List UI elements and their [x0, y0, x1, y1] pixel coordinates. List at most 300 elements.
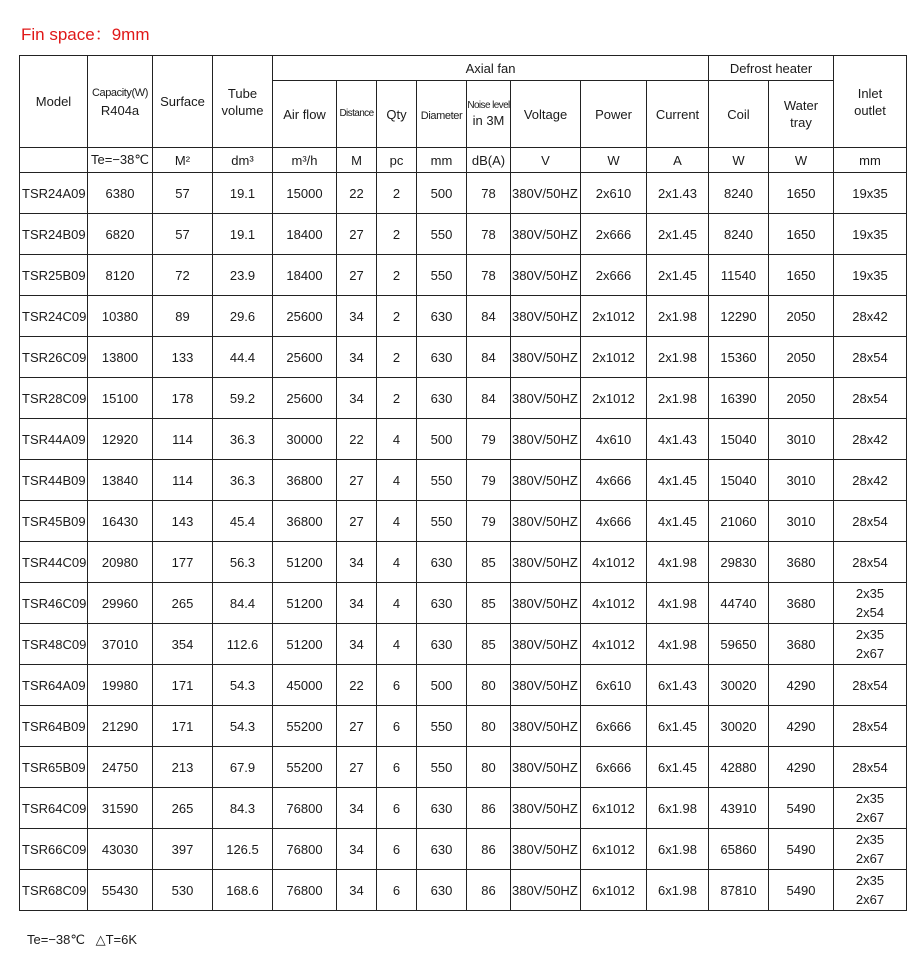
cell-model: TSR64C09 [20, 788, 88, 829]
cell-power: 4x1012 [581, 624, 647, 665]
cell-current: 6x1.45 [647, 706, 709, 747]
cell-voltage: 380V/50HZ [511, 460, 581, 501]
cell-air-flow: 76800 [273, 870, 337, 911]
cell-noise: 78 [467, 214, 511, 255]
inlet-size: 2x35 [855, 873, 885, 888]
header-diameter-text: Diameter [420, 109, 463, 122]
cell-voltage: 380V/50HZ [511, 255, 581, 296]
cell-current: 4x1.45 [647, 501, 709, 542]
cell-current: 6x1.98 [647, 829, 709, 870]
inlet-size: 19x35 [852, 185, 888, 201]
cell-power: 4x1012 [581, 583, 647, 624]
cell-inlet-outlet [834, 747, 907, 788]
unit-coil: W [709, 148, 769, 173]
cell-capacity: 12920 [88, 419, 153, 460]
cell-distance: 22 [337, 419, 377, 460]
header-power: Power [581, 81, 647, 148]
cell-current: 6x1.98 [647, 788, 709, 829]
cell-current: 4x1.98 [647, 624, 709, 665]
cell-diameter: 550 [417, 747, 467, 788]
cell-model: TSR26C09 [20, 337, 88, 378]
cell-tube-volume: 19.1 [213, 214, 273, 255]
cell-inlet-outlet [834, 788, 907, 829]
cell-air-flow: 76800 [273, 788, 337, 829]
cell-water-tray: 5490 [769, 829, 834, 870]
cell-noise: 86 [467, 788, 511, 829]
inlet-size: 19x35 [852, 267, 888, 283]
cell-current: 4x1.98 [647, 583, 709, 624]
header-tube-line1: Tube [227, 85, 258, 101]
cell-inlet-outlet [834, 173, 907, 214]
cell-voltage: 380V/50HZ [511, 214, 581, 255]
unit-inlet: mm [834, 148, 907, 173]
cell-voltage: 380V/50HZ [511, 829, 581, 870]
header-distance [337, 81, 377, 148]
cell-surface: 171 [153, 706, 213, 747]
cell-air-flow: 55200 [273, 706, 337, 747]
cell-distance: 27 [337, 460, 377, 501]
cell-surface: 265 [153, 788, 213, 829]
table-row [20, 419, 907, 460]
cell-capacity: 10380 [88, 296, 153, 337]
cell-capacity: 8120 [88, 255, 153, 296]
cell-current: 2x1.98 [647, 378, 709, 419]
cell-tube-volume: 126.5 [213, 829, 273, 870]
cell-distance: 34 [337, 542, 377, 583]
cell-model: TSR45B09 [20, 501, 88, 542]
table-row [20, 542, 907, 583]
footnote-te: Te=−38℃ [27, 932, 85, 947]
cell-water-tray: 4290 [769, 706, 834, 747]
cell-air-flow: 18400 [273, 214, 337, 255]
cell-water-tray: 4290 [769, 747, 834, 788]
cell-power: 6x1012 [581, 788, 647, 829]
unit-diameter: mm [417, 148, 467, 173]
table-row [20, 255, 907, 296]
cell-current: 2x1.45 [647, 255, 709, 296]
cell-current: 4x1.98 [647, 542, 709, 583]
cell-noise: 78 [467, 173, 511, 214]
unit-air-flow: m³/h [273, 148, 337, 173]
cell-water-tray: 2050 [769, 296, 834, 337]
cell-coil: 87810 [709, 870, 769, 911]
header-axial-fan: Axial fan [273, 56, 709, 81]
cell-qty: 4 [377, 583, 417, 624]
cell-capacity: 55430 [88, 870, 153, 911]
cell-model: TSR24C09 [20, 296, 88, 337]
cell-tube-volume: 112.6 [213, 624, 273, 665]
header-noise-line1: Noise level [467, 99, 510, 111]
cell-model: TSR65B09 [20, 747, 88, 788]
cell-coil: 15040 [709, 419, 769, 460]
table-row [20, 337, 907, 378]
cell-tube-volume: 29.6 [213, 296, 273, 337]
inlet-size: 28x54 [852, 390, 888, 406]
inlet-size: 28x42 [852, 472, 888, 488]
cell-distance: 34 [337, 378, 377, 419]
cell-noise: 86 [467, 870, 511, 911]
header-capacity [88, 56, 153, 148]
cell-tube-volume: 56.3 [213, 542, 273, 583]
cell-qty: 6 [377, 829, 417, 870]
table-row [20, 665, 907, 706]
header-tube-line2: volume [221, 102, 264, 118]
cell-power: 2x1012 [581, 378, 647, 419]
cell-power: 4x610 [581, 419, 647, 460]
cell-diameter: 630 [417, 337, 467, 378]
cell-qty: 6 [377, 665, 417, 706]
inlet-size: 2x67 [855, 892, 885, 907]
cell-distance: 27 [337, 255, 377, 296]
inlet-size: 2x35 [855, 832, 885, 847]
table-row [20, 870, 907, 911]
header-water-line2: tray [790, 115, 812, 130]
cell-capacity: 43030 [88, 829, 153, 870]
cell-surface: 178 [153, 378, 213, 419]
cell-tube-volume: 44.4 [213, 337, 273, 378]
cell-noise: 84 [467, 378, 511, 419]
cell-water-tray: 1650 [769, 255, 834, 296]
cell-air-flow: 51200 [273, 624, 337, 665]
cell-coil: 8240 [709, 173, 769, 214]
unit-voltage: V [511, 148, 581, 173]
header-distance-text: Distance [339, 108, 374, 119]
cell-coil: 29830 [709, 542, 769, 583]
cell-coil: 8240 [709, 214, 769, 255]
cell-coil: 11540 [709, 255, 769, 296]
cell-coil: 65860 [709, 829, 769, 870]
cell-distance: 34 [337, 583, 377, 624]
inlet-size: 28x54 [852, 718, 888, 734]
footnote-delta-t: △T=6K [95, 932, 138, 947]
unit-noise: dB(A) [467, 148, 511, 173]
header-capacity-line1: Capacity(W) [91, 86, 149, 99]
cell-diameter: 550 [417, 501, 467, 542]
cell-diameter: 630 [417, 583, 467, 624]
cell-model: TSR24B09 [20, 214, 88, 255]
header-coil: Coil [709, 81, 769, 148]
cell-qty: 2 [377, 378, 417, 419]
cell-air-flow: 36800 [273, 501, 337, 542]
header-model: Model [20, 56, 88, 148]
cell-qty: 4 [377, 460, 417, 501]
cell-power: 2x610 [581, 173, 647, 214]
cell-surface: 171 [153, 665, 213, 706]
table-body [20, 56, 907, 911]
cell-coil: 59650 [709, 624, 769, 665]
cell-water-tray: 1650 [769, 173, 834, 214]
inlet-size: 28x54 [852, 677, 888, 693]
cell-noise: 80 [467, 706, 511, 747]
cell-noise: 84 [467, 296, 511, 337]
cell-water-tray: 3680 [769, 624, 834, 665]
cell-voltage: 380V/50HZ [511, 583, 581, 624]
cell-current: 6x1.98 [647, 870, 709, 911]
cell-coil: 15360 [709, 337, 769, 378]
cell-capacity: 16430 [88, 501, 153, 542]
cell-qty: 2 [377, 337, 417, 378]
cell-distance: 34 [337, 296, 377, 337]
cell-surface: 133 [153, 337, 213, 378]
header-water-tray [769, 81, 834, 148]
cell-capacity: 6820 [88, 214, 153, 255]
cell-qty: 4 [377, 542, 417, 583]
cell-tube-volume: 84.3 [213, 788, 273, 829]
cell-air-flow: 30000 [273, 419, 337, 460]
inlet-size: 28x54 [852, 349, 888, 365]
cell-diameter: 630 [417, 542, 467, 583]
cell-power: 4x666 [581, 460, 647, 501]
cell-surface: 57 [153, 173, 213, 214]
cell-model: TSR66C09 [20, 829, 88, 870]
cell-noise: 86 [467, 829, 511, 870]
cell-distance: 34 [337, 788, 377, 829]
cell-power: 4x1012 [581, 542, 647, 583]
inlet-size: 2x67 [855, 851, 885, 866]
cell-water-tray: 3010 [769, 460, 834, 501]
cell-capacity: 6380 [88, 173, 153, 214]
table-row [20, 747, 907, 788]
header-water-line1: Water [783, 98, 819, 113]
cell-distance: 27 [337, 214, 377, 255]
inlet-size: 28x42 [852, 308, 888, 324]
cell-diameter: 500 [417, 419, 467, 460]
cell-inlet-outlet [834, 501, 907, 542]
cell-air-flow: 25600 [273, 378, 337, 419]
cell-coil: 44740 [709, 583, 769, 624]
inlet-size: 28x54 [852, 759, 888, 775]
cell-capacity: 29960 [88, 583, 153, 624]
cell-qty: 6 [377, 788, 417, 829]
cell-noise: 78 [467, 255, 511, 296]
cell-air-flow: 55200 [273, 747, 337, 788]
header-voltage: Voltage [511, 81, 581, 148]
cell-diameter: 500 [417, 173, 467, 214]
cell-surface: 354 [153, 624, 213, 665]
cell-qty: 4 [377, 501, 417, 542]
page-title: Fin space：9mm [21, 25, 150, 44]
cell-inlet-outlet [834, 583, 907, 624]
cell-diameter: 550 [417, 214, 467, 255]
cell-capacity: 37010 [88, 624, 153, 665]
cell-voltage: 380V/50HZ [511, 624, 581, 665]
cell-voltage: 380V/50HZ [511, 747, 581, 788]
cell-qty: 2 [377, 296, 417, 337]
inlet-size: 28x54 [852, 513, 888, 529]
unit-model [20, 148, 88, 173]
cell-air-flow: 15000 [273, 173, 337, 214]
cell-current: 2x1.45 [647, 214, 709, 255]
cell-noise: 84 [467, 337, 511, 378]
cell-current: 4x1.43 [647, 419, 709, 460]
cell-water-tray: 3010 [769, 419, 834, 460]
cell-capacity: 21290 [88, 706, 153, 747]
cell-tube-volume: 59.2 [213, 378, 273, 419]
cell-inlet-outlet [834, 296, 907, 337]
cell-coil: 16390 [709, 378, 769, 419]
cell-coil: 21060 [709, 501, 769, 542]
cell-model: TSR48C09 [20, 624, 88, 665]
cell-diameter: 550 [417, 255, 467, 296]
cell-qty: 4 [377, 419, 417, 460]
cell-air-flow: 25600 [273, 296, 337, 337]
inlet-size: 2x54 [855, 605, 885, 620]
cell-voltage: 380V/50HZ [511, 706, 581, 747]
cell-power: 2x1012 [581, 296, 647, 337]
cell-noise: 85 [467, 624, 511, 665]
cell-tube-volume: 54.3 [213, 706, 273, 747]
table-row [20, 378, 907, 419]
cell-qty: 2 [377, 214, 417, 255]
header-noise-level [467, 81, 511, 148]
cell-distance: 22 [337, 665, 377, 706]
inlet-size: 2x35 [855, 627, 885, 642]
table-row [20, 173, 907, 214]
cell-inlet-outlet [834, 870, 907, 911]
cell-water-tray: 4290 [769, 665, 834, 706]
cell-model: TSR44C09 [20, 542, 88, 583]
cell-water-tray: 1650 [769, 214, 834, 255]
inlet-size: 2x67 [855, 810, 885, 825]
cell-inlet-outlet [834, 624, 907, 665]
inlet-size: 2x35 [855, 586, 885, 601]
cell-surface: 177 [153, 542, 213, 583]
unit-capacity: Te=−38℃ [88, 148, 153, 173]
cell-diameter: 550 [417, 460, 467, 501]
spec-table [19, 55, 907, 911]
header-inlet-line2: outlet [854, 102, 886, 118]
cell-qty: 6 [377, 706, 417, 747]
cell-power: 6x666 [581, 706, 647, 747]
cell-qty: 6 [377, 870, 417, 911]
cell-diameter: 630 [417, 296, 467, 337]
cell-current: 6x1.45 [647, 747, 709, 788]
cell-tube-volume: 19.1 [213, 173, 273, 214]
cell-distance: 27 [337, 706, 377, 747]
cell-distance: 34 [337, 829, 377, 870]
cell-capacity: 24750 [88, 747, 153, 788]
cell-diameter: 550 [417, 706, 467, 747]
cell-current: 2x1.98 [647, 296, 709, 337]
table-row [20, 296, 907, 337]
cell-voltage: 380V/50HZ [511, 296, 581, 337]
cell-air-flow: 36800 [273, 460, 337, 501]
cell-water-tray: 2050 [769, 337, 834, 378]
unit-qty: pc [377, 148, 417, 173]
cell-power: 2x1012 [581, 337, 647, 378]
cell-voltage: 380V/50HZ [511, 665, 581, 706]
cell-power: 6x1012 [581, 829, 647, 870]
cell-distance: 27 [337, 747, 377, 788]
header-air-flow: Air flow [273, 81, 337, 148]
cell-inlet-outlet [834, 419, 907, 460]
cell-diameter: 630 [417, 624, 467, 665]
cell-current: 2x1.98 [647, 337, 709, 378]
cell-coil: 42880 [709, 747, 769, 788]
cell-inlet-outlet [834, 337, 907, 378]
cell-voltage: 380V/50HZ [511, 378, 581, 419]
cell-inlet-outlet [834, 378, 907, 419]
cell-model: TSR68C09 [20, 870, 88, 911]
cell-water-tray: 3680 [769, 542, 834, 583]
cell-surface: 72 [153, 255, 213, 296]
unit-surface: M² [153, 148, 213, 173]
cell-model: TSR44A09 [20, 419, 88, 460]
cell-diameter: 630 [417, 829, 467, 870]
cell-power: 4x666 [581, 501, 647, 542]
cell-diameter: 630 [417, 870, 467, 911]
cell-inlet-outlet [834, 829, 907, 870]
cell-noise: 79 [467, 460, 511, 501]
cell-air-flow: 45000 [273, 665, 337, 706]
header-qty: Qty [377, 81, 417, 148]
cell-coil: 15040 [709, 460, 769, 501]
cell-model: TSR64B09 [20, 706, 88, 747]
cell-air-flow: 51200 [273, 583, 337, 624]
header-current: Current [647, 81, 709, 148]
cell-tube-volume: 54.3 [213, 665, 273, 706]
footnote [27, 932, 144, 948]
cell-power: 2x666 [581, 255, 647, 296]
cell-noise: 80 [467, 665, 511, 706]
cell-model: TSR25B09 [20, 255, 88, 296]
cell-surface: 213 [153, 747, 213, 788]
cell-inlet-outlet [834, 255, 907, 296]
cell-qty: 2 [377, 255, 417, 296]
cell-power: 2x666 [581, 214, 647, 255]
cell-tube-volume: 36.3 [213, 460, 273, 501]
table-row [20, 788, 907, 829]
inlet-size: 2x35 [855, 791, 885, 806]
cell-distance: 22 [337, 173, 377, 214]
cell-coil: 12290 [709, 296, 769, 337]
header-defrost-heater: Defrost heater [709, 56, 834, 81]
cell-voltage: 380V/50HZ [511, 542, 581, 583]
cell-capacity: 31590 [88, 788, 153, 829]
cell-inlet-outlet [834, 665, 907, 706]
cell-surface: 143 [153, 501, 213, 542]
cell-diameter: 630 [417, 378, 467, 419]
cell-air-flow: 76800 [273, 829, 337, 870]
cell-diameter: 500 [417, 665, 467, 706]
cell-inlet-outlet [834, 706, 907, 747]
cell-tube-volume: 36.3 [213, 419, 273, 460]
cell-coil: 30020 [709, 665, 769, 706]
cell-water-tray: 2050 [769, 378, 834, 419]
cell-model: TSR64A09 [20, 665, 88, 706]
cell-surface: 114 [153, 460, 213, 501]
header-capacity-line2: R404a [100, 102, 140, 118]
cell-tube-volume: 23.9 [213, 255, 273, 296]
cell-power: 6x610 [581, 665, 647, 706]
cell-tube-volume: 168.6 [213, 870, 273, 911]
cell-qty: 4 [377, 624, 417, 665]
cell-distance: 34 [337, 870, 377, 911]
cell-model: TSR46C09 [20, 583, 88, 624]
cell-diameter: 630 [417, 788, 467, 829]
table-row [20, 829, 907, 870]
cell-noise: 79 [467, 501, 511, 542]
unit-water: W [769, 148, 834, 173]
cell-water-tray: 5490 [769, 788, 834, 829]
cell-distance: 34 [337, 337, 377, 378]
cell-power: 6x666 [581, 747, 647, 788]
cell-tube-volume: 84.4 [213, 583, 273, 624]
cell-inlet-outlet [834, 460, 907, 501]
cell-current: 6x1.43 [647, 665, 709, 706]
table-row [20, 214, 907, 255]
table-row [20, 460, 907, 501]
